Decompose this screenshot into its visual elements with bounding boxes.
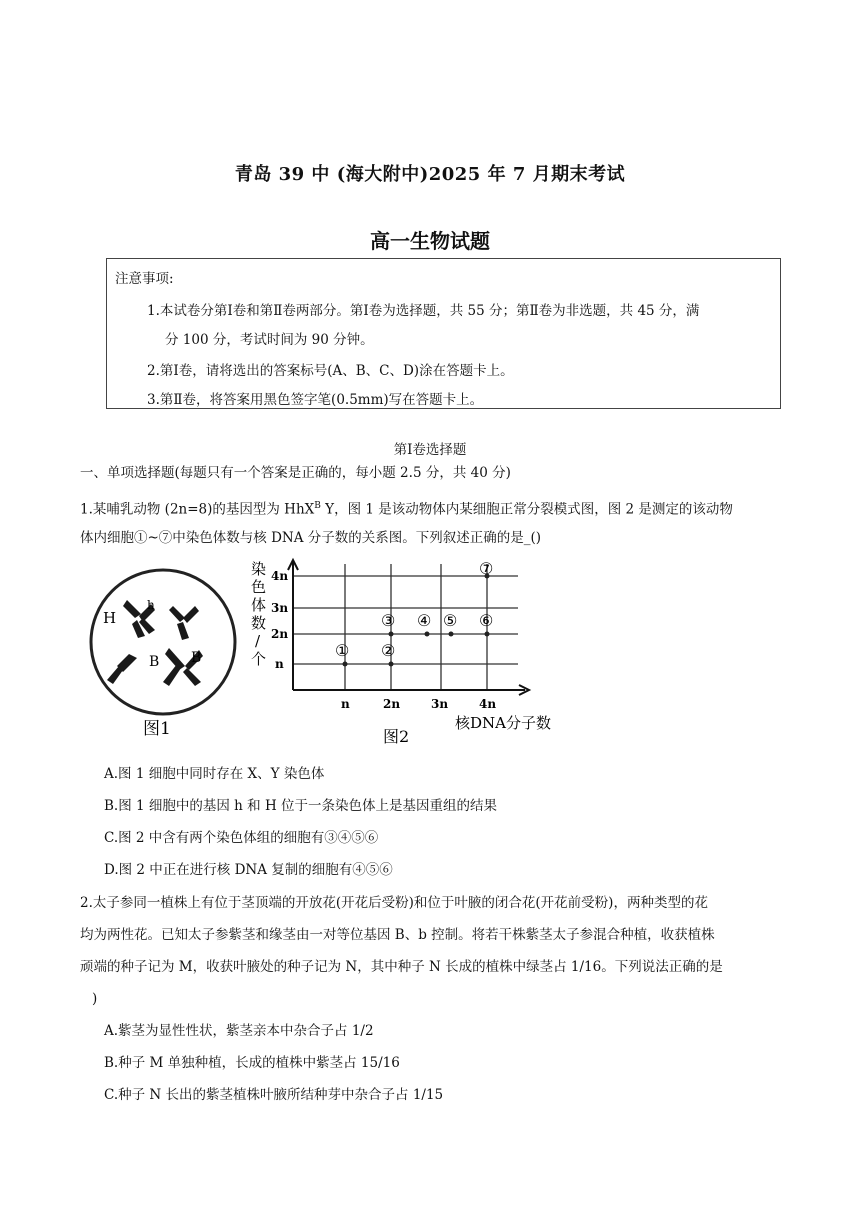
x-tick-n: n [341, 697, 350, 711]
q2-option-b: B.种子 M 单独种植，长成的植株中紫茎占 15/16 [104, 1055, 400, 1071]
point-label-7: ⑦ [479, 559, 494, 578]
point-label-1: ① [335, 641, 350, 660]
exam-title: 青岛 39 中 (海大附中)2025 年 7 月期末考试 [234, 164, 626, 185]
q1-option-c: C.图 2 中含有两个染色体组的细胞有③④⑤⑥ [104, 830, 379, 846]
q2-stem-line4: ) [92, 991, 98, 1007]
y-label-char-6: 个 [251, 650, 267, 668]
q2-stem-line3: 顽端的种子记为 M，收获叶腋处的种子记为 N，其中种子 N 长成的植株中绿茎占 1/16。下列说法正确的是 [80, 959, 723, 975]
x-tick-4n: 4n [479, 697, 497, 711]
y-tick-n: n [275, 657, 284, 671]
q2-stem-line1: 2.太子参同一植株上有位于茎顶端的开放花(开花后受粉)和位于叶腋的闭合花(开花前受粉)，两种类型的花 [80, 895, 708, 911]
y-label-char-3: 体 [251, 596, 267, 614]
notice-item-1-cont: 分 100 分，考试时间为 90 分钟。 [165, 332, 374, 348]
figure-2-y-ticks [271, 569, 288, 671]
y-tick-2n: 2n [271, 627, 289, 641]
figure-1 [85, 558, 245, 748]
notice-item-1: 1.本试卷分第Ⅰ卷和第Ⅱ卷两部分。第Ⅰ卷为选择题，共 55 分；第Ⅱ卷为非选题，共 45 分，满 [147, 303, 700, 319]
gene-label-B-right: B [191, 650, 202, 666]
point-label-4: ④ [417, 611, 432, 630]
figure-1-caption: 图1 [143, 719, 171, 739]
figure-2-data-dots [343, 574, 490, 667]
part-heading: 一、单项选择题(每题只有一个答案是正确的，每小题 2.5 分，共 40 分) [80, 465, 511, 481]
gene-label-H: H [103, 609, 117, 627]
q1-stem-line2: 体内细胞①~⑦中染色体数与核 DNA 分子数的关系图。下列叙述正确的是_() [80, 530, 542, 546]
q1-stem-b: Y，图 1 是该动物体内某细胞正常分裂模式图，图 2 是测定的该动物 [320, 501, 733, 518]
gene-label-B-left: B [149, 654, 160, 670]
figure-2-x-label: 核DNA分子数 [455, 714, 551, 732]
q1-stem-sup: B [314, 501, 321, 511]
notice-box [106, 258, 781, 409]
q2-stem-line2: 均为两性花。已知太子参紫茎和缘茎由一对等位基因 B、b 控制。将若干株紫茎太子参混合种植，收获植株 [80, 927, 715, 943]
q1-stem-line1 [80, 496, 733, 520]
q1-option-b: B.图 1 细胞中的基因 h 和 H 位于一条染色体上是基因重组的结果 [104, 798, 498, 814]
figure-2-point-labels [335, 559, 493, 660]
notice-heading: 注意事项: [115, 271, 174, 287]
q1-option-a: A.图 1 细胞中同时存在 X、Y 染色体 [104, 766, 325, 782]
y-label-char-1: 染 [251, 560, 267, 578]
q1-option-d: D.图 2 中正在进行核 DNA 复制的细胞有④⑤⑥ [104, 862, 393, 878]
y-tick-4n: 4n [271, 569, 289, 583]
y-tick-3n: 3n [271, 601, 289, 615]
figure-2-caption: 图2 [383, 727, 410, 746]
figure-2 [245, 556, 575, 752]
chromosome-top-right [169, 606, 199, 640]
chromosome-bottom-left [107, 654, 137, 684]
figure-2-x-ticks [341, 697, 496, 711]
y-label-char-4: 数 [251, 614, 267, 632]
q1-stem-a: 1.某哺乳动物 (2n=8)的基因型为 HhX [80, 501, 315, 518]
exam-subtitle: 高一生物试题 [370, 229, 490, 253]
y-label-char-5: / [255, 632, 261, 650]
point-label-2: ② [381, 641, 396, 660]
x-tick-2n: 2n [383, 697, 401, 711]
notice-item-2: 2.第Ⅰ卷，请将选出的答案标号(A、B、C、D)涂在答题卡上。 [147, 363, 514, 379]
gene-label-h: h [147, 598, 155, 612]
cell-membrane [91, 570, 235, 714]
section-title: 第Ⅰ卷选择题 [393, 442, 467, 458]
point-label-3: ③ [381, 611, 396, 630]
notice-item-3: 3.第Ⅱ卷，将答案用黑色签字笔(0.5mm)写在答题卡上。 [147, 392, 484, 408]
figure-2-y-label [251, 560, 266, 668]
x-tick-3n: 3n [431, 697, 449, 711]
point-label-6: ⑥ [479, 611, 494, 630]
point-label-5: ⑤ [443, 611, 458, 630]
q2-option-a: A.紫茎为显性性状，紫茎亲本中杂合子占 1/2 [104, 1023, 374, 1039]
y-label-char-2: 色 [251, 578, 267, 596]
q2-option-c: C.种子 N 长出的紫茎植株叶腋所结种芽中杂合子占 1/15 [104, 1087, 444, 1103]
